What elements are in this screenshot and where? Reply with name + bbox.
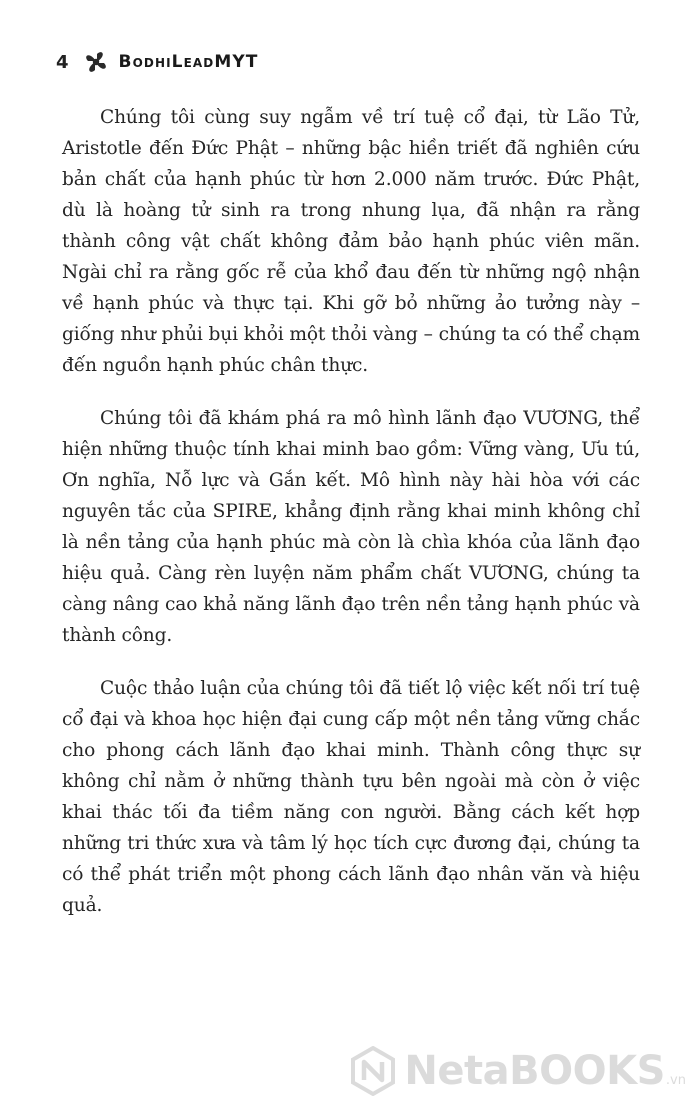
page-body [62, 102, 640, 943]
book-brand-title: BodhiLeadMYT [118, 52, 259, 72]
paragraph: Cuộc thảo luận của chúng tôi đã tiết lộ việc kết nối trí tuệ cổ đại và khoa học hiện đại cung cấp một nền tảng vững chắc cho phong cách lãnh đạo khai minh. Thành công thực sự không chỉ nằm ở những thành tựu bên ngoài mà còn ở việc khai thác tối đa tiềm năng con người. Bằng cách kết hợp những tri thức xưa và tâm lý học tích cực đương đại, chúng ta có thể phát triển một phong cách lãnh đạo nhân văn và hiệu quả. [62, 678, 640, 916]
paragraph: Chúng tôi cùng suy ngẫm về trí tuệ cổ đại, từ Lão Tử, Aristotle đến Đức Phật – những bậc hiền triết đã nghiên cứu bản chất của hạnh phúc từ hơn 2.000 năm trước. Đức Phật, dù là hoàng tử sinh ra trong nhung lụa, đã nhận ra rằng thành công vật chất không đảm bảo hạnh phúc viên mãn. Ngài chỉ ra rằng gốc rễ của khổ đau đến từ những ngộ nhận về hạnh phúc và thực tại. Khi gỡ bỏ những ảo tưởng này – giống như phủi bụi khỏi một thỏi vàng – chúng ta có thể chạm đến nguồn hạnh phúc chân thực. [62, 107, 640, 376]
watermark-suffix: .vn [665, 1073, 686, 1088]
netabooks-watermark [348, 1046, 686, 1096]
netabooks-n-icon [348, 1046, 398, 1096]
page-number: 4 [56, 51, 69, 73]
watermark-text: NetaBOOKS [404, 1048, 665, 1094]
page-header [56, 44, 258, 80]
paragraph: Chúng tôi đã khám phá ra mô hình lãnh đạo VƯƠNG, thể hiện những thuộc tính khai minh bao gồm: Vững vàng, Ưu tú, Ơn nghĩa, Nỗ lực và Gắn kết. Mô hình này hài hòa với các nguyên tắc của SPIRE, khẳng định rằng khai minh không chỉ là nền tảng của hạnh phúc mà còn là chìa khóa của lãnh đạo hiệu quả. Càng rèn luyện năm phẩm chất VƯƠNG, chúng ta càng nâng cao khả năng lãnh đạo trên nền tảng hạnh phúc và thành công. [62, 408, 640, 646]
four-petal-logo-icon [81, 47, 111, 77]
